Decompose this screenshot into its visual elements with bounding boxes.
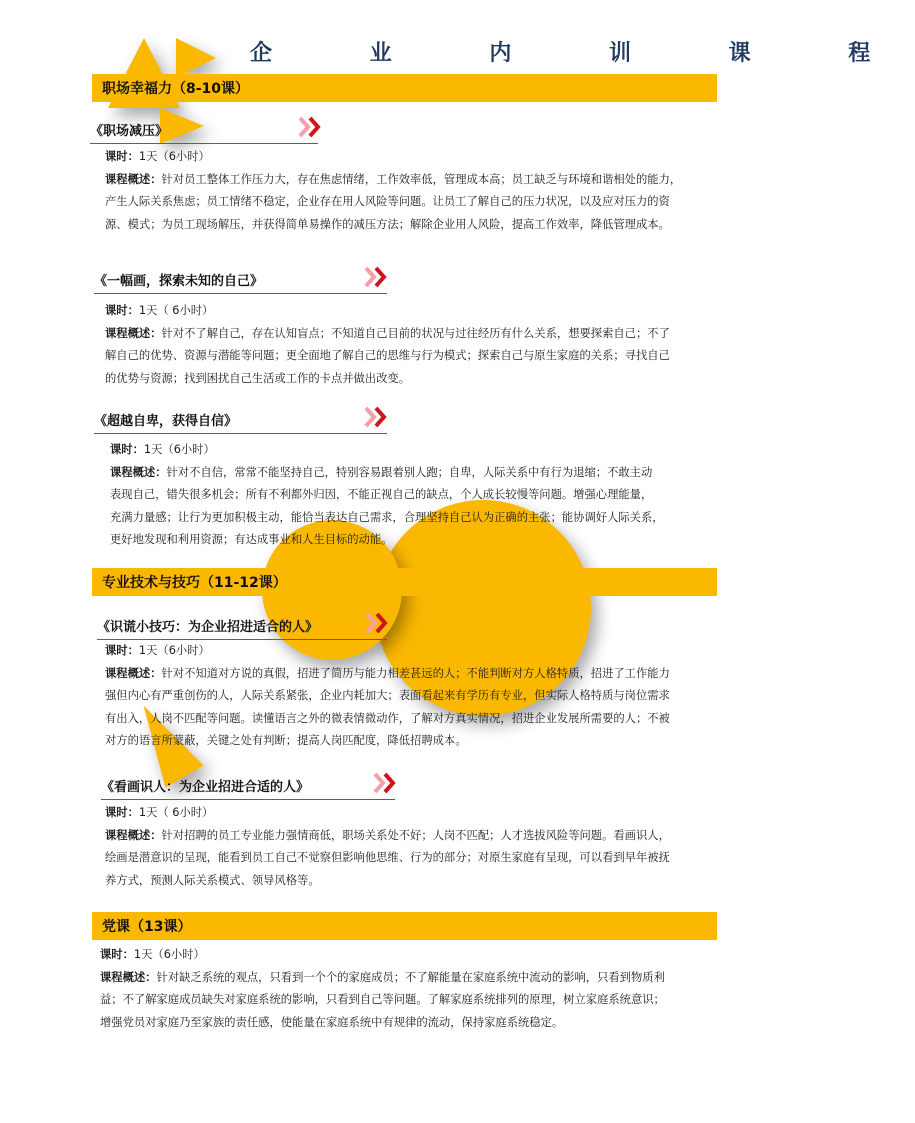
summary-line: 强但内心有严重创伤的人，人际关系紧张，企业内耗加大；表面看起来有学历有专业，但实际人格特质与岗位需求 — [105, 689, 670, 702]
course-header — [90, 120, 318, 144]
time-label: 课时： — [105, 806, 139, 819]
course-body — [110, 439, 720, 552]
summary-label: 课程概述： — [100, 970, 157, 984]
summary-label: 课程概述： — [105, 666, 162, 680]
course-title: 《超越自卑，获得自信》 — [94, 414, 238, 429]
course-body — [105, 146, 725, 236]
summary-line: 课程概述：针对不知道对方说的真假，招进了简历与能力相差甚远的人；不能判断对方人格特质，招进了工作能力 — [105, 666, 670, 680]
course-time — [105, 300, 725, 323]
section-band — [92, 568, 717, 596]
section-heading: 党课（13课） — [102, 919, 192, 935]
deco-triangle-right — [176, 38, 216, 78]
summary-line: 养方式，预测人际关系模式、领导风格等。 — [105, 873, 320, 887]
summary-line: 益；不了解家庭成员缺失对家庭系统的影响，只看到自己等问题。了解家庭系统排列的原理，树立家庭系统意识； — [100, 993, 665, 1006]
summary-line: 课程概述：针对不了解自己，存在认知盲点；不知道自己目前的状况与过往经历有什么关系，想要探索自己；不了 — [105, 326, 670, 340]
course-title: 《看画识人：为企业招进合适的人》 — [101, 780, 310, 795]
summary-line: 课程概述：针对缺乏系统的观点，只看到一个个的家庭成员；不了解能量在家庭系统中流动的影响，只看到物质利 — [100, 970, 665, 984]
course-body — [105, 640, 725, 753]
summary-line: 更好地发现和利用资源；有达成事业和人生目标的动能。 — [110, 533, 393, 546]
chevron-icon — [364, 266, 388, 288]
summary-line: 增强党员对家庭乃至家族的责任感，使能量在家庭系统中有规律的流动，保持家庭系统稳定。 — [100, 1015, 564, 1029]
summary-label: 课程概述： — [110, 465, 167, 479]
time-value: 1天（ 6小时） — [138, 304, 214, 317]
course-header — [94, 270, 387, 294]
summary-label: 课程概述： — [105, 326, 162, 340]
page-title: 企 业 内 训 课 程 — [250, 41, 915, 66]
time-value: 1天（ 6小时） — [138, 806, 214, 819]
course-time — [110, 439, 720, 462]
time-label: 课时： — [105, 644, 139, 657]
time-value: 1天（6小时） — [138, 644, 210, 657]
summary-line: 有出入，人岗不匹配等问题。读懂语言之外的微表情微动作，了解对方真实情况，招进企业发展所需要的人；不被 — [105, 711, 670, 725]
summary-line: 课程概述：针对不自信，常常不能坚持自己，特别容易跟着别人跑；自卑，人际关系中有行为退缩；不敢主动 — [110, 465, 653, 479]
course-time — [105, 146, 725, 169]
course-title: 《一幅画，探索未知的自己》 — [94, 274, 264, 289]
time-label: 课时： — [105, 304, 139, 317]
summary-line: 解自己的优势、资源与潜能等问题；更全面地了解自己的思维与行为模式；探索自己与原生家庭的关系；寻找自己 — [105, 349, 670, 362]
divider — [90, 143, 318, 144]
divider — [101, 799, 395, 800]
time-label: 课时： — [105, 150, 139, 163]
section-band — [92, 74, 717, 102]
course-title: 《识谎小技巧：为企业招进适合的人》 — [97, 620, 319, 635]
divider — [94, 293, 387, 294]
course-body — [105, 300, 725, 390]
course-body — [100, 944, 725, 1034]
summary-line: 表现自己，错失很多机会；所有不利都外归因，不能正视自己的缺点，个人成长较慢等问题。增强心理能量， — [110, 488, 653, 501]
chevron-icon — [364, 406, 388, 428]
course-header — [101, 776, 395, 800]
section-heading: 专业技术与技巧（11-12课） — [102, 575, 287, 591]
time-value: 1天（6小时） — [143, 443, 215, 456]
summary-label: 课程概述： — [105, 172, 162, 186]
time-value: 1天（6小时） — [138, 150, 210, 163]
section-heading: 职场幸福力（8-10课） — [102, 81, 250, 97]
course-time — [105, 640, 725, 663]
time-value: 1天（6小时） — [133, 948, 205, 961]
chevron-icon — [365, 612, 389, 634]
summary-label: 课程概述： — [105, 828, 162, 842]
course-title: 《职场减压》 — [90, 124, 169, 139]
summary-line: 绘画是潜意识的呈现，能看到员工自己不觉察但影响他思维、行为的部分；对原生家庭有呈现，可以看到早年被抚 — [105, 851, 670, 864]
time-label: 课时： — [100, 948, 134, 961]
summary-line: 课程概述：针对员工整体工作压力大，存在焦虑情绪，工作效率低，管理成本高；员工缺乏与环境和谐相处的能力， — [105, 172, 682, 186]
summary-line: 源、模式；为员工现场解压，并获得简单易操作的减压方法；解除企业用人风险，提高工作效率，降低管理成本。 — [105, 217, 670, 231]
summary-line: 充满力量感；让行为更加积极主动，能恰当表达自己需求，合理坚持自己认为正确的主张；能协调好人际关系， — [110, 510, 664, 524]
time-label: 课时： — [110, 443, 144, 456]
summary-line: 课程概述：针对招聘的员工专业能力强情商低，职场关系处不好；人岗不匹配；人才选拔风险等问题。看画识人， — [105, 828, 670, 842]
course-time — [100, 944, 725, 967]
summary-line: 产生人际关系焦虑；员工情绪不稳定，企业存在用人风险等问题。让员工了解自己的压力状况，以及应对压力的资 — [105, 195, 670, 208]
chevron-icon — [373, 772, 397, 794]
summary-line: 的优势与资源；找到困扰自己生活或工作的卡点并做出改变。 — [105, 371, 411, 385]
course-header — [94, 410, 387, 434]
divider — [94, 433, 387, 434]
summary-line: 对方的语言所蒙蔽，关键之处有判断；提高人岗匹配度，降低招聘成本。 — [105, 734, 467, 747]
course-body — [105, 802, 725, 892]
chevron-icon — [298, 116, 322, 138]
course-header — [97, 616, 387, 640]
course-time — [105, 802, 725, 825]
section-band — [92, 912, 717, 940]
